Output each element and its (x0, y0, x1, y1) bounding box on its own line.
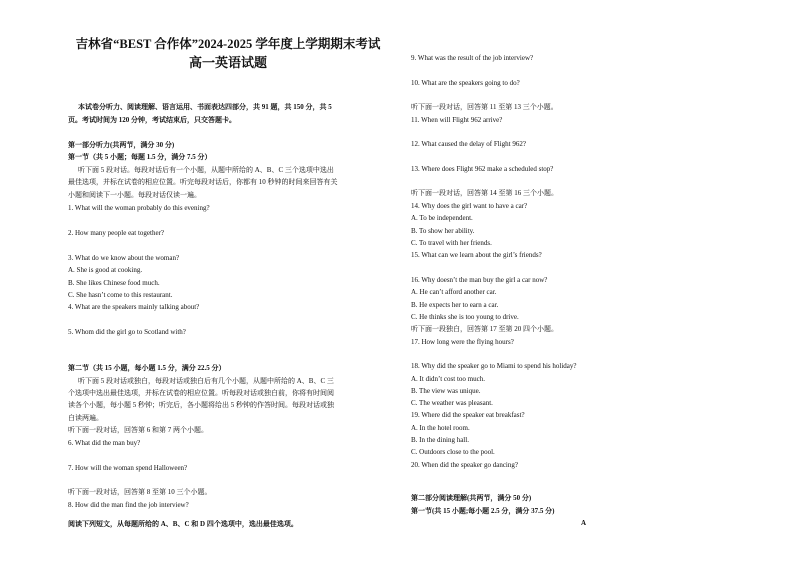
question-11: 11. When will Flight 962 arrive? (411, 116, 503, 124)
part1-section1-heading: 第一节（共 5 小题；每题 1.5 分，满分 7.5 分） (68, 153, 212, 161)
listen-prompt-8-10: 听下面一段对话，回答第 8 至第 10 三个小题。 (68, 488, 212, 496)
question-19-option-c: C. Outdoors close to the pool. (411, 448, 495, 456)
question-17: 17. How long were the flying hours? (411, 338, 514, 346)
listen-prompt-6-7: 听下面一段对话，回答第 6 和第 7 两个小题。 (68, 426, 208, 434)
question-3-option-a: A. She is good at cooking. (68, 266, 143, 274)
listen-prompt-14-16: 听下面一段对话，回答第 14 至第 16 三个小题。 (411, 189, 558, 197)
question-5: 5. Whom did the girl go to Scotland with? (68, 328, 186, 336)
question-6: 6. What did the man buy? (68, 439, 141, 447)
question-19-option-b: B. In the dining hall. (411, 436, 469, 444)
part2-section1-heading: 第一节(共 15 小题;每小题 2.5 分，满分 37.5 分) (411, 507, 555, 515)
question-14-option-b: B. To show her ability. (411, 227, 475, 235)
passage-label: A (580, 519, 587, 527)
part1-heading: 第一部分听力(共两节，满分 30 分) (68, 141, 175, 149)
listen-prompt-17-20: 听下面一段独白，回答第 17 至第 20 四个小题。 (411, 325, 558, 333)
question-10: 10. What are the speakers going to do? (411, 79, 520, 87)
exam-title: 吉林省“BEST 合作体”2024-2025 学年度上学期期末考试 (75, 37, 381, 51)
question-8: 8. How did the man find the job interview? (68, 501, 189, 509)
question-18-option-b: B. The view was unique. (411, 387, 481, 395)
question-16-option-c: C. He thinks she is too young to drive. (411, 313, 519, 321)
question-3: 3. What do we know about the woman? (68, 254, 180, 262)
reading-instruction: 阅读下列短文，从每题所给的 A、B、C 和 D 四个选项中，选出最佳选项。 (68, 520, 298, 528)
question-18: 18. Why did the speaker go to Miami to spend his holiday? (411, 362, 577, 370)
intro-line-1: 本试卷分听力、阅读理解、语言运用、书面表达四部分，共 91 题，共 150 分，共 5 (78, 103, 332, 111)
section2-instruction-2: 个选项中选出最佳选项，并标在试卷的相应位置。听每段对话或独白前，你将有时间阅 (68, 389, 334, 397)
section2-instruction-3: 读各个小题，每小题 5 秒钟；听完后，各小题将给出 5 秒钟的作答时间。每段对话或独 (68, 401, 334, 409)
question-14-option-c: C. To travel with her friends. (411, 239, 492, 247)
question-13: 13. Where does Flight 962 make a scheduled stop? (411, 165, 554, 173)
question-9: 9. What was the result of the job interview? (411, 54, 534, 62)
question-4: 4. What are the speakers mainly talking about? (68, 303, 200, 311)
question-14-option-a: A. To be independent. (411, 214, 473, 222)
section1-instruction-2: 最佳选项，并标在试卷的相应位置。听完每段对话后，你都有 10 秒钟的时间来回答有关 (68, 178, 338, 186)
question-20: 20. When did the speaker go dancing? (411, 461, 518, 469)
part1-section2-heading: 第二节（共 15 小题，每小题 1.5 分，满分 22.5 分） (68, 364, 226, 372)
left-column (68, 0, 388, 561)
question-19: 19. Where did the speaker eat breakfast? (411, 411, 525, 419)
question-16-option-b: B. He expects her to earn a car. (411, 301, 499, 309)
question-2: 2. How many people eat together? (68, 229, 165, 237)
section2-instruction-1: 听下面 5 段对话或独白，每段对话或独白后有几个小题，从题中所给的 A、B、C 三 (78, 377, 334, 385)
question-18-option-a: A. It didn’t cost too much. (411, 375, 485, 383)
listen-prompt-11-13: 听下面一段对话，回答第 11 至第 13 三个小题。 (411, 103, 558, 111)
intro-line-2: 页。考试时间为 120 分钟，考试结束后，只交答题卡。 (68, 116, 236, 124)
question-15: 15. What can we learn about the girl’s friends? (411, 251, 542, 259)
exam-subtitle: 高一英语试题 (188, 55, 267, 70)
question-1: 1. What will the woman probably do this evening? (68, 204, 210, 212)
question-14: 14. Why does the girl want to have a car? (411, 202, 528, 210)
question-3-option-c: C. She hasn’t come to this restaurant. (68, 291, 173, 299)
section1-instruction-3: 小题和阅读下一小题。每段对话仅读一遍。 (68, 191, 201, 199)
right-column (411, 0, 756, 561)
question-19-option-a: A. In the hotel room. (411, 424, 470, 432)
question-7: 7. How will the woman spend Halloween? (68, 464, 188, 472)
question-16: 16. Why doesn’t the man buy the girl a car now? (411, 276, 548, 284)
section2-instruction-4: 白读两遍。 (68, 414, 103, 422)
question-12: 12. What caused the delay of Flight 962? (411, 140, 526, 148)
part2-heading: 第二部分阅读理解(共两节，满分 50 分) (411, 494, 532, 502)
section1-instruction-1: 听下面 5 段对话。每段对话后有一个小题，从题中所给的 A、B、C 三个选项中选出 (78, 166, 334, 174)
question-16-option-a: A. He can’t afford another car. (411, 288, 497, 296)
question-3-option-b: B. She likes Chinese food much. (68, 279, 160, 287)
question-18-option-c: C. The weather was pleasant. (411, 399, 493, 407)
